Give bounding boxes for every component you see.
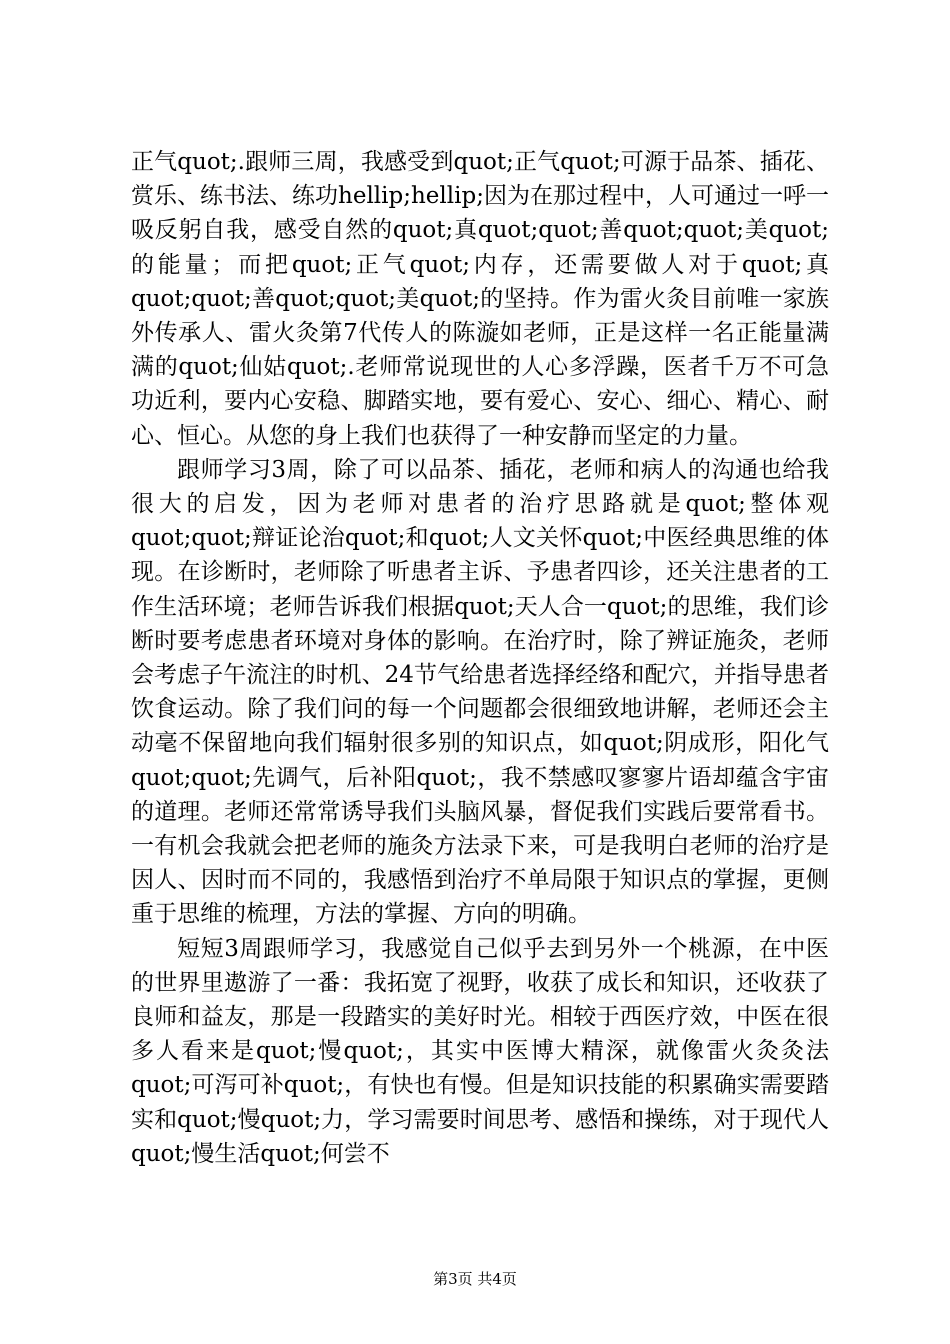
paragraph-1: 正气quot;.跟师三周，我感受到quot;正气quot;可源于品茶、插花、赏乐、练书法、练功hellip;hellip;因为在那过程中，人可通过一呼一吸反躬自我，感受自然的quot;真quot;quot;善quot;quot;美quot;的能量；而把quot;正气quot;内存，还需要做人对于quot;真quot;quot;善quot;quot;美quot;的坚持。作为雷火灸目前唯一家族外传承人、雷火灸第7代传人的陈漩如老师，正是这样一名正能量满满的quot;仙姑quot;.老师常说现世的人心多浮躁，医者千万不可急功近利，要内心安稳、脚踏实地，要有爱心、安心、细心、精心、耐心、恒心。从您的身上我们也获得了一种安静而坚定的力量。 [131,149,829,449]
paragraph-2: 跟师学习3周，除了可以品茶、插花，老师和病人的沟通也给我很大的启发，因为老师对患者的治疗思路就是quot;整体观quot;quot;辩证论治quot;和quot;人文关怀quot;中医经典思维的体现。在诊断时，老师除了听患者主诉、予患者四诊，还关注患者的工作生活环境；老师告诉我们根据quot;天人合一quot;的思维，我们诊断时要考虑患者环境对身体的影响。在治疗时，除了辨证施灸，老师会考虑子午流注的时机、24节气给患者选择经络和配穴，并指导患者饮食运动。除了我们问的每一个问题都会很细致地讲解，老师还会主动毫不保留地向我们辐射很多别的知识点，如quot;阴成形，阳化气quot;quot;先调气，后补阳quot;，我不禁感叹寥寥片语却蕴含宇宙的道理。老师还常常诱导我们头脑风暴，督促我们实践后要常看书。一有机会我就会把老师的施灸方法录下来，可是我明白老师的治疗是因人、因时而不同的，我感悟到治疗不单局限于知识点的掌握，更侧重于思维的梳理，方法的掌握、方向的明确。 [131,456,829,928]
paragraph-3: 短短3周跟师学习，我感觉自己似乎去到另外一个桃源，在中医的世界里遨游了一番：我拓宽了视野，收获了成长和知识，还收获了良师和益友，那是一段踏实的美好时光。相较于西医疗效，中医在很多人看来是quot;慢quot;，其实中医博大精深，就像雷火灸灸法quot;可泻可补quot;，有快也有慢。但是知识技能的积累确实需要踏实和quot;慢quot;力，学习需要时间思考、感悟和操练，对于现代人quot;慢生活quot;何尝不 [131,935,829,1167]
page-footer: 第3页 共4页 [433,1270,517,1288]
body-text [131,145,829,1171]
